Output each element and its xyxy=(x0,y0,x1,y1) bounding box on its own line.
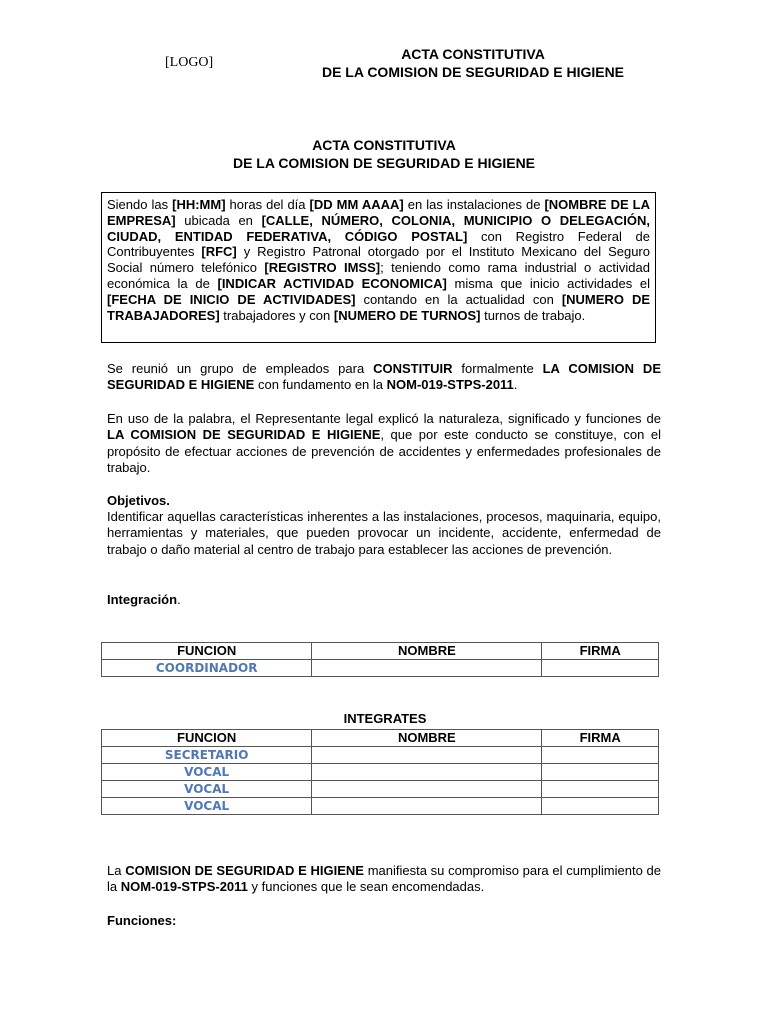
document-title-line1: ACTA CONSTITUTIVA xyxy=(312,137,456,153)
intro-text: turnos de trabajo. xyxy=(480,307,586,323)
paragraph-text: con fundamento en la xyxy=(254,377,387,393)
table-row xyxy=(102,660,659,677)
intro-text: ubicada en xyxy=(175,212,262,228)
table-header-funcion: FUNCION xyxy=(102,643,312,660)
firma-cell[interactable] xyxy=(542,747,659,764)
paragraph-text: La xyxy=(107,863,126,878)
intro-text: ; teniendo como rama industrial o actividad económica la de xyxy=(107,260,650,291)
placeholder-activity: [INDICAR ACTIVIDAD ECONOMICA] xyxy=(217,275,447,291)
nombre-cell[interactable] xyxy=(312,660,542,677)
integrates-label: INTEGRATES xyxy=(343,711,427,726)
funcion-cell: SECRETARIO xyxy=(102,747,312,764)
funcion-cell: VOCAL xyxy=(102,764,312,781)
placeholder-rfc: [RFC] xyxy=(201,244,237,260)
paragraph-text: En uso de la palabra, el Representante legal explicó la naturaleza, significado y funciones de xyxy=(107,411,661,426)
paragraph-commitment xyxy=(107,863,661,896)
intro-text: y Registro Patronal otorgado por el Instituto Mexicano del Seguro Social número telefónico xyxy=(107,244,650,276)
firma-cell[interactable] xyxy=(542,764,659,781)
intro-text: horas del día xyxy=(225,197,310,212)
paragraph-explanation xyxy=(107,411,661,476)
document-title-line2: DE LA COMISION DE SEGURIDAD E HIGIENE xyxy=(232,155,536,171)
paragraph-bold: COMISION DE SEGURIDAD E HIGIENE xyxy=(125,863,364,878)
table-header-nombre: NOMBRE xyxy=(312,730,542,747)
table-header-firma: FIRMA xyxy=(542,643,659,660)
intro-box xyxy=(101,192,656,343)
table-row xyxy=(102,781,659,798)
document-title xyxy=(107,136,661,172)
integracion-heading-suffix: . xyxy=(177,592,181,607)
nombre-cell[interactable] xyxy=(312,781,542,798)
paragraph-text: y funciones que le sean encomendadas. xyxy=(247,879,485,895)
members-table xyxy=(101,729,659,815)
paragraph-bold: LA COMISION DE SEGURIDAD E HIGIENE xyxy=(107,361,661,393)
paragraph-text: Se reunió un grupo de empleados para xyxy=(107,361,374,376)
table-row xyxy=(102,798,659,815)
header-title xyxy=(300,45,646,81)
paragraph-text: formalmente xyxy=(452,361,543,376)
table-row xyxy=(102,747,659,764)
table-header-funcion: FUNCION xyxy=(102,730,312,747)
funcion-cell: COORDINADOR xyxy=(102,660,312,677)
header-title-line1: ACTA CONSTITUTIVA xyxy=(401,46,545,62)
paragraph-text: . xyxy=(513,377,518,393)
table-header-row xyxy=(102,730,659,747)
table-row xyxy=(102,764,659,781)
paragraph-constitution xyxy=(107,361,661,394)
header-title-line2: DE LA COMISION DE SEGURIDAD E HIGIENE xyxy=(321,64,625,80)
objetivos-text: Identificar aquellas características inherentes a las instalaciones, procesos, maquinaria, equipo, herramientas y materiales, que pueden provocar un incidente, accidente, enfermedad de trabajo o daño material al centro de trabajo para establecer las acciones de prevención. xyxy=(107,509,661,557)
paragraph-bold: NOM-019-STPS-2011 xyxy=(386,377,514,393)
intro-text: en las instalaciones de xyxy=(403,197,545,212)
paragraph-text: manifiesta su compromiso para el cumplimiento de la xyxy=(107,863,661,895)
table-header-nombre: NOMBRE xyxy=(312,643,542,660)
coordinator-table xyxy=(101,642,659,677)
paragraph-bold: CONSTITUIR xyxy=(373,361,453,376)
nombre-cell[interactable] xyxy=(312,747,542,764)
placeholder-workers: [NUMERO DE TRABAJADORES] xyxy=(107,291,651,323)
integracion-heading xyxy=(107,592,181,607)
paragraph-bold: LA COMISION DE SEGURIDAD E HIGIENE xyxy=(107,427,381,443)
placeholder-shifts: [NUMERO DE TURNOS] xyxy=(333,307,481,323)
placeholder-imss: [REGISTRO IMSS] xyxy=(264,260,381,276)
intro-text: contando en la actualidad con xyxy=(355,291,562,307)
nombre-cell[interactable] xyxy=(312,798,542,815)
placeholder-date: [DD MM AAAA] xyxy=(309,197,404,212)
funciones-heading: Funciones: xyxy=(107,913,177,928)
integracion-heading-text: Integración xyxy=(107,592,178,607)
placeholder-time: [HH:MM] xyxy=(172,197,226,212)
funcion-cell: VOCAL xyxy=(102,781,312,798)
nombre-cell[interactable] xyxy=(312,764,542,781)
placeholder-start-date: [FECHA DE INICIO DE ACTIVIDADES] xyxy=(107,291,356,307)
firma-cell[interactable] xyxy=(542,798,659,815)
logo-placeholder: [LOGO] xyxy=(165,55,214,70)
objetivos-heading: Objetivos. xyxy=(107,493,170,508)
intro-text: con Registro Federal de Contribuyentes xyxy=(107,228,650,260)
intro-text: misma que inicio actividades el xyxy=(446,275,651,291)
table-header-firma: FIRMA xyxy=(542,730,659,747)
placeholder-address: [CALLE, NÚMERO, COLONIA, MUNICIPIO O DELEGACIÓN, CIUDAD, ENTIDAD FEDERATIVA, CÓDIGO POSTAL] xyxy=(107,212,650,244)
intro-text: Siendo las xyxy=(107,197,173,212)
placeholder-company-name: [NOMBRE DE LA EMPRESA] xyxy=(107,197,650,228)
paragraph-bold: NOM-019-STPS-2011 xyxy=(120,879,248,895)
firma-cell[interactable] xyxy=(542,781,659,798)
funcion-cell: VOCAL xyxy=(102,798,312,815)
paragraph-text: , que por este conducto se constituye, con el propósito de efectuar acciones de prevención de accidentes y enfermedades profesionales de trabajo. xyxy=(107,427,661,475)
table-header-row xyxy=(102,643,659,660)
firma-cell[interactable] xyxy=(542,660,659,677)
intro-text: trabajadores y con xyxy=(219,307,334,323)
